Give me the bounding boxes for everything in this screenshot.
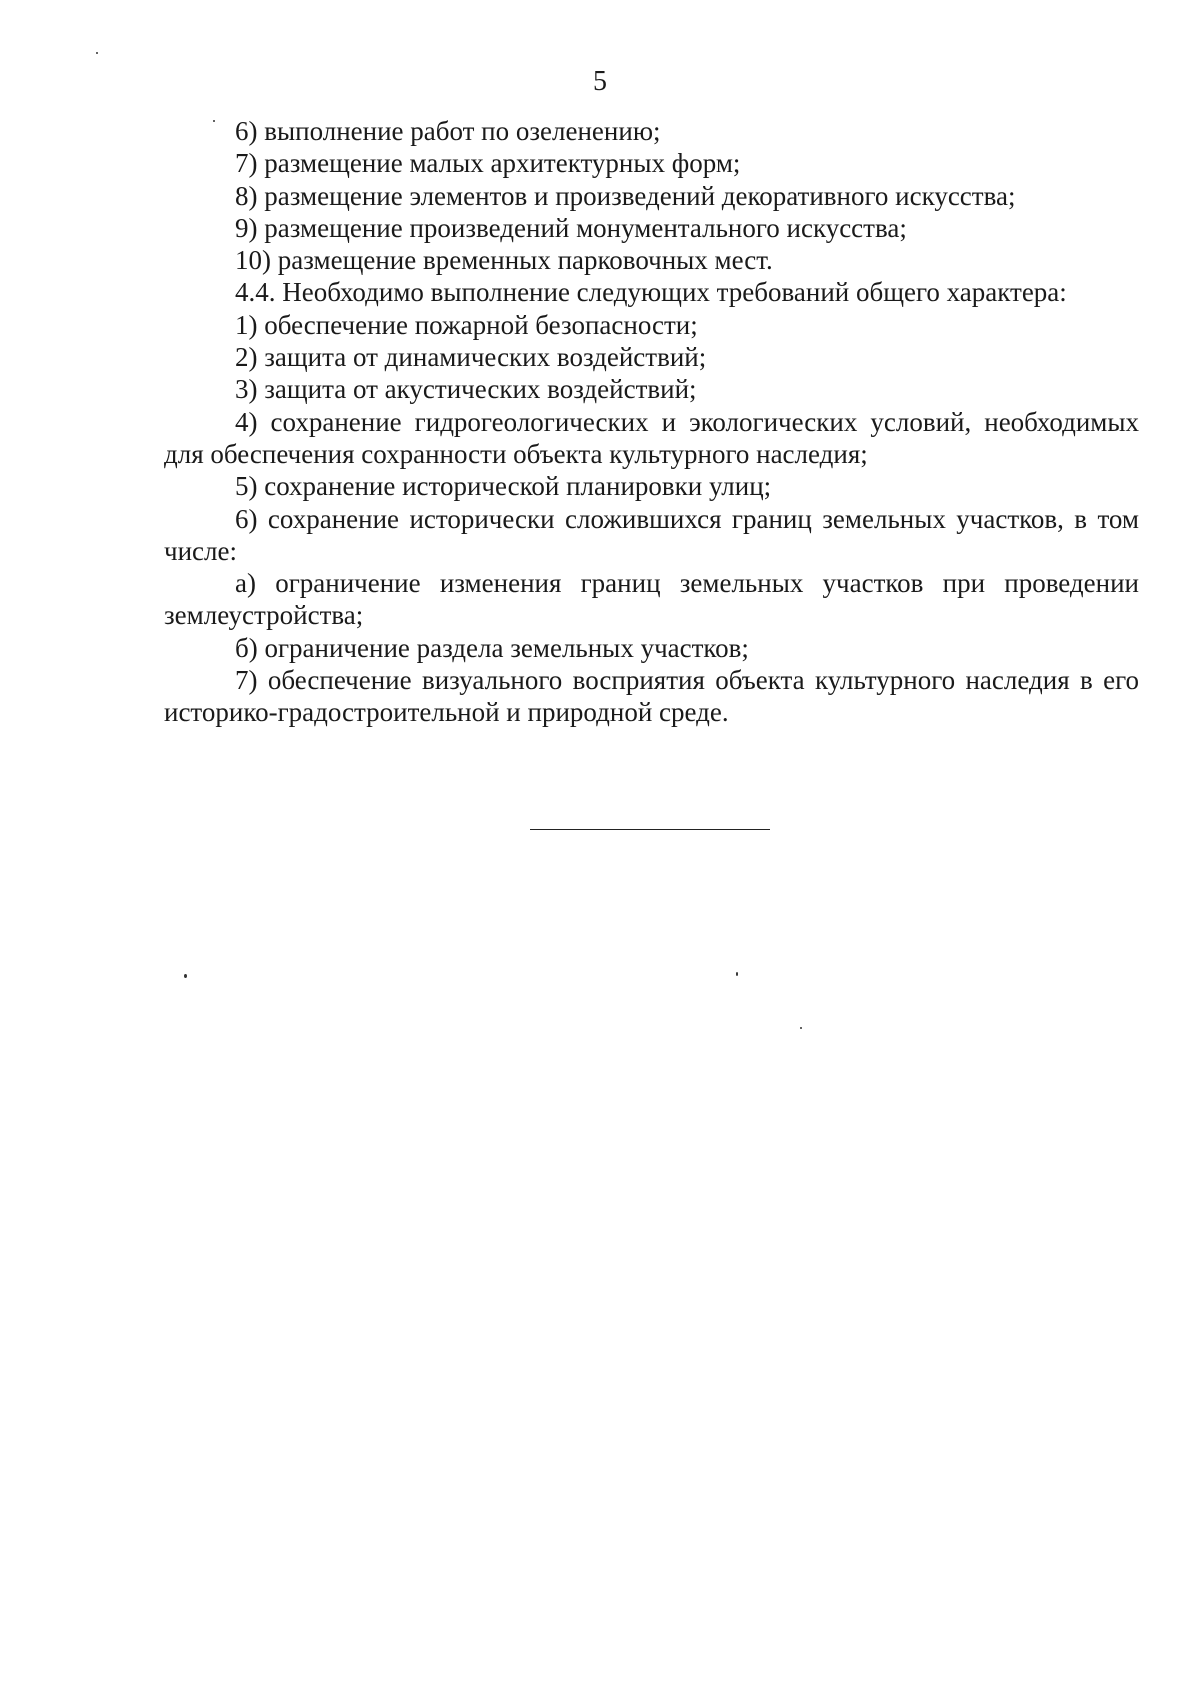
- list-item-visual-perception: 7) обеспечение визуального восприятия объекта культурного наследия в его историко-градостроительной и природной среде.: [164, 665, 1139, 728]
- list-item-decorative-art: 8) размещение элементов и произведений декоративного искусства;: [235, 180, 1016, 211]
- scan-speck: [736, 972, 738, 976]
- sub-item-plot-division-limit: б) ограничение раздела земельных участков;: [235, 632, 749, 663]
- list-item-dynamic-protection: 2) защита от динамических воздействий;: [235, 342, 707, 373]
- list-item-monumental-art: 9) размещение произведений монументального искусства;: [235, 212, 907, 243]
- list-item-land-plot-boundaries: 6) сохранение исторически сложившихся границ земельных участков, в том числе:: [164, 503, 1139, 566]
- list-item-hydrogeological-conditions: 4) сохранение гидрогеологических и экологических условий, необходимых для обеспечения сохранности объекта культурного наследия;: [164, 406, 1139, 469]
- page-number: 5: [593, 66, 607, 97]
- sub-item-boundary-change-limit: а) ограничение изменения границ земельных участков при проведении землеустройства;: [164, 568, 1139, 631]
- scan-speck: [213, 120, 215, 122]
- list-item-small-architectural-forms: 7) размещение малых архитектурных форм;: [235, 148, 741, 179]
- closing-divider: [530, 829, 770, 830]
- scan-speck: [96, 52, 98, 54]
- scan-speck: [184, 974, 187, 978]
- scan-speck: [800, 1027, 802, 1029]
- list-item-fire-safety: 1) обеспечение пожарной безопасности;: [235, 309, 698, 340]
- list-item-temporary-parking: 10) размещение временных парковочных мест.: [235, 245, 773, 276]
- section-heading-general-requirements: 4.4. Необходимо выполнение следующих требований общего характера:: [235, 277, 1067, 308]
- document-body: [164, 115, 1139, 729]
- list-item-acoustic-protection: 3) защита от акустических воздействий;: [235, 374, 697, 405]
- list-item-street-layout: 5) сохранение исторической планировки улиц;: [235, 471, 772, 502]
- list-item-greening: 6) выполнение работ по озеленению;: [235, 116, 661, 146]
